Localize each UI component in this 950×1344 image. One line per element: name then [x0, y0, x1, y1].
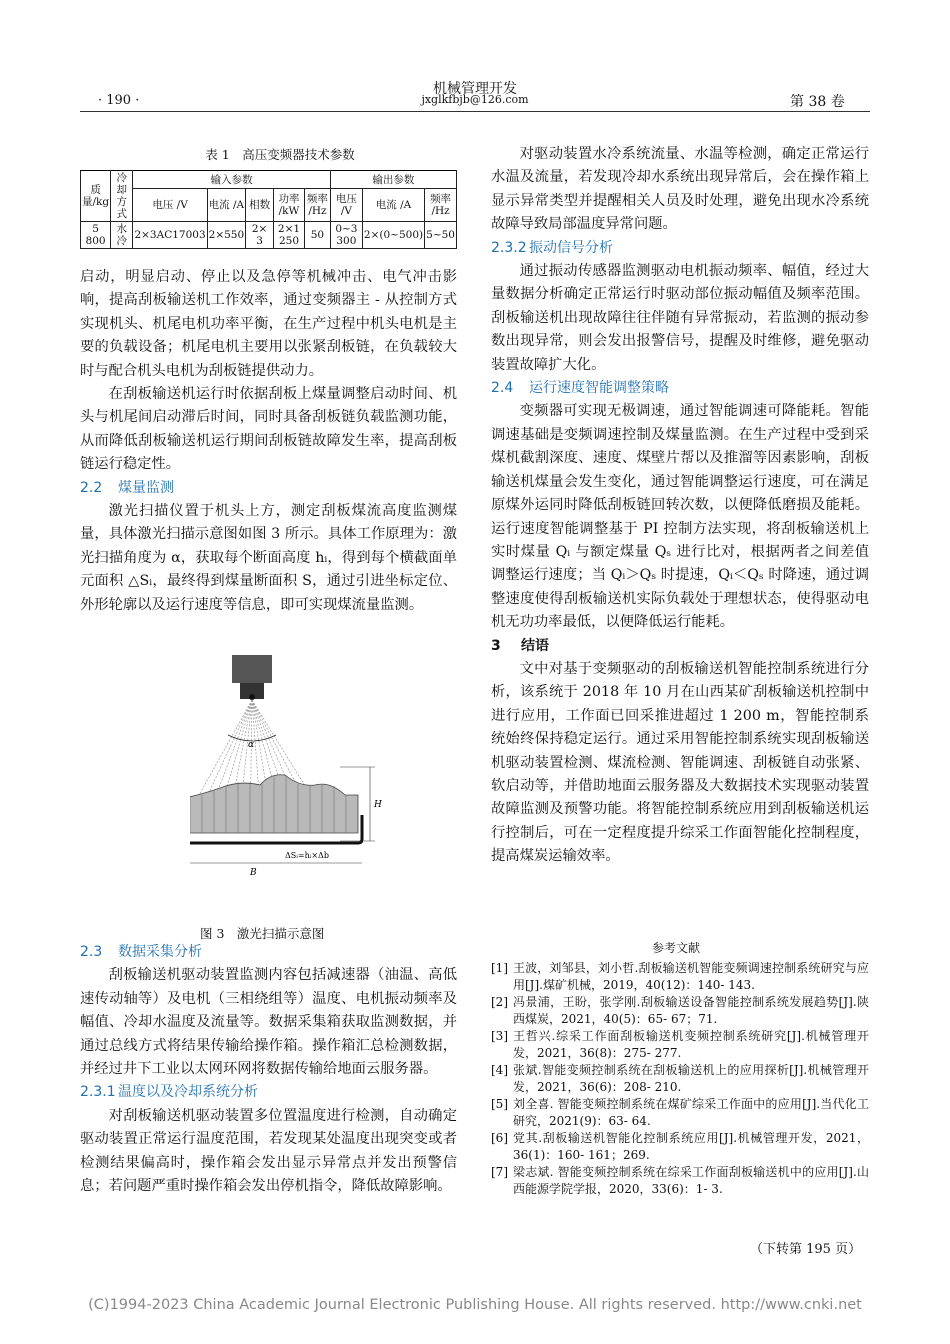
table-header-input: 输入参数 [133, 171, 330, 189]
scanner-lens [249, 694, 255, 700]
table-cell: 2×3AC17003 [133, 222, 207, 249]
reference-item [491, 1130, 869, 1164]
section-number: 2.2 [80, 479, 103, 496]
reference-text: 党其.刮板输送机智能化控制系统应用[J].机械管理开发，2021，36(1)：160- 161；269. [513, 1131, 869, 1162]
area-formula-label: ΔSᵢ=hᵢ×Δb [285, 851, 329, 860]
paragraph: 激光扫描仪置于机头上方，测定刮板煤流高度监测煤量，具体激光扫描示意图如图 3 所示。具体工作原理为：激光扫描角度为 α，获取每个断面高度 hᵢ，得到每个横截面单元面积 △Sᵢ，最终得到煤量断面积 S，通过引进坐标定位、外形轮廓以及运行速度等信息，即可实现煤流量监测。 [80, 503, 457, 613]
height-label: H [374, 800, 382, 810]
copyright-footer: (C)1994-2023 China Academic Journal Electronic Publishing House. All rights reserved. http://www.cnki.net [88, 1297, 862, 1313]
reference-item [491, 994, 869, 1028]
reference-text: 王波，刘邹县，刘小哲.刮板输送机智能变频调速控制系统研究与应用[J].煤矿机械，2019，40(12)：140- 143. [513, 961, 869, 992]
paragraph: 启动，明显启动、停止以及急停等机械冲击、电气冲击影响，提高刮板输送机工作效率，通过变频器主 - 从控制方式实现机头、机尾电机功率平衡，在生产过程中机头电机是主要的负载设备；机尾电机主要用以张紧刮板链，在负载较大时与配合机头电机为刮板链提供动力。 [80, 269, 457, 379]
section-title: 数据采集分析 [118, 944, 202, 960]
table-cell: 2×(0~500) [362, 222, 424, 249]
references-title: 参考文献 [652, 941, 701, 955]
reference-number: [6] [491, 1131, 508, 1145]
reference-text: 梁志斌. 智能变频控制系统在综采工作面刮板输送机中的应用[J].山西能源学院学报，2020，33(6)：1- 3. [513, 1165, 869, 1196]
section-heading-3 [491, 635, 869, 658]
reference-text: 刘全喜. 智能变频控制系统在煤矿综采工作面中的应用[J].当代化工研究，2021(9)：63- 64. [513, 1097, 869, 1128]
paragraph: 对驱动装置水冷系统流量、水温等检测，确定正常运行水温及流量，若发现冷却水系统出现异常后，会在操作箱上显示异常类型并提醒相关人员及时处理，避免出现水冷系统故障导致局部温度异常问题。 [491, 146, 869, 233]
reference-number: [2] [491, 995, 508, 1009]
continued-note: （下转第 195 页） [750, 1242, 862, 1257]
table-header-cooling: 冷却方式 [111, 171, 133, 222]
paragraph: 刮板输送机驱动装置监测内容包括减速器（油温、高低速传动轴等）及电机（三相绕组等）温度、电机振动频率及幅值、冷却水温度及流量等。数据采集箱获取监测数据，并通过总线方式将结果传输给操作箱。操作箱汇总检测数据，并经过井下工业以太网环网将数据传输给地面云服务器。 [80, 967, 457, 1078]
section-title: 振动信号分析 [529, 239, 613, 256]
table-caption: 表 1 高压变频器技术参数 [205, 147, 355, 162]
paragraph: 在刮板输送机运行时依据刮板上煤量调整启动时间、机头与机尾间启动滞后时间，同时具备刮板链负载监测功能，从而降低刮板输送机运行期间刮板链故障发生率，提高刮板链运行稳定性。 [80, 386, 457, 473]
paragraph: 通过振动传感器监测驱动电机振动频率、幅值，经过大量数据分析确定正常运行时驱动部位振动幅值及频率范围。刮板输送机出现故障往往伴随有异常振动，若监测的振动参数出现异常，则会发出报警信号，提醒及时维修，避免驱动装置故障扩大化。 [491, 263, 869, 373]
left-text-bottom [80, 941, 457, 1198]
section-title: 结语 [521, 637, 549, 654]
journal-email: jxglkfbjb@126.com [421, 93, 529, 106]
table-header-output: 输出参数 [330, 171, 456, 189]
table-subheader: 相数 [246, 189, 274, 222]
reference-text: 王哲兴.综采工作面刮板输送机变频控制系统研究[J].机械管理开发，2021，36(8)：275- 277. [513, 1029, 869, 1060]
reference-list [491, 960, 869, 1198]
right-text [491, 143, 869, 869]
volume-label: 第 38 卷 [790, 94, 845, 110]
section-title: 温度以及冷却系统分析 [118, 1084, 258, 1101]
table-cell: 50 [304, 222, 330, 249]
table-subheader: 频率 /Hz [304, 189, 330, 222]
paragraph: 文中对基于变频驱动的刮板输送机智能控制系统进行分析，该系统于 2018 年 10 月在山西某矿刮板输送机控制中进行应用，工作面已回采推进超过 1 200 m，智能控制系统始终保持稳定运行。通过采用智能控制系统实现刮板输送机驱动装置检测、煤流检测、智能调速、刮板链自动张紧、软启动等，并借助地面云服务器及大数据技术实现驱动装置故障监测及预警功能。将智能控制系统应用到刮板输送机运行控制后，可在一定程度提升综采工作面智能化控制程度，提高煤炭运输效率。 [491, 660, 869, 865]
table-subheader: 功率 /kW [274, 189, 305, 222]
reference-item [491, 1062, 869, 1096]
scanner-body [232, 655, 272, 683]
laser-scan-figure [190, 655, 420, 915]
table-subheader: 电流 /A [207, 189, 246, 222]
section-title: 运行速度智能调整策略 [529, 380, 669, 397]
width-label: B [250, 868, 257, 878]
reference-item [491, 1028, 869, 1062]
table-cell: 2×550 [207, 222, 246, 249]
section-number: 2.3.2 [491, 239, 527, 256]
figure-caption: 图 3 激光扫描示意图 [200, 926, 325, 941]
parameter-table [80, 170, 457, 249]
table-header-mass: 质量/kg [81, 171, 111, 222]
journal-title: 机械管理开发 [433, 81, 517, 97]
reference-number: [7] [491, 1165, 508, 1179]
section-title: 煤量监测 [118, 479, 174, 496]
reference-item [491, 1164, 869, 1198]
paragraph: 对刮板输送机驱动装置多位置温度进行检测，自动确定驱动装置正常运行温度范围，若发现某处温度出现突变或者检测结果偏高时，操作箱会发出显示异常点并发出预警信息；若问题严重时操作箱会发出停机指令，降低故障影响。 [80, 1107, 457, 1195]
header-rule [80, 111, 870, 112]
table-cell: 0~3 300 [330, 222, 362, 249]
reference-text: 冯景浦，王盼，张学刚.刮板输送设备智能控制系统发展趋势[J].陕西煤炭，2021，40(5)：65- 67；71. [513, 995, 869, 1026]
table-row [81, 222, 457, 249]
table-cell: 5 800 [81, 222, 111, 249]
reference-text: 张斌.智能变频控制系统在刮板输送机上的应用探析[J].机械管理开发，2021，36(6)：208- 210. [513, 1063, 869, 1094]
table-subheader: 电压 /V [330, 189, 362, 222]
table-cell: 2×1 250 [274, 222, 305, 249]
left-text-top [80, 266, 457, 617]
table-cell: 2× 3 [246, 222, 274, 249]
section-heading-2-3 [80, 941, 457, 964]
table-subheader: 电压 /V [133, 189, 207, 222]
reference-number: [1] [491, 961, 508, 975]
section-number: 2.3 [80, 944, 103, 960]
paragraph: 变频器可实现无极调速，通过智能调速可降能耗。智能调速基础是变频调速控制及煤量监测。在生产过程中受到采煤机截割深度、速度、煤壁片帮以及推溜等因素影响，刮板输送机煤量会发生变化，通过智能调整运行速度，可在满足原煤外运同时降低刮板链回转次数，以便降低磨损及能耗。运行速度智能调整基于 PI 控制方法实现，将刮板输送机上实时煤量 Qᵢ 与额定煤量 Qₛ 进行比对，根据两者之间差值调整运行速度；当 Qᵢ＞Qₛ 时提速，Qᵢ＜Qₛ 时降速，通过调整速度使得刮板输送机实际负载处于理想状态，使得驱动电机无功功率最低，以便降低运行能耗。 [491, 403, 869, 631]
page-number: · 190 · [98, 93, 140, 108]
reference-item [491, 1096, 869, 1130]
section-heading-2-2 [80, 477, 457, 500]
table-cell: 5~50 [425, 222, 457, 249]
section-heading-2-3-1 [80, 1081, 457, 1104]
section-heading-2-4 [491, 377, 869, 400]
angle-label: α [248, 740, 255, 750]
reference-number: [5] [491, 1097, 508, 1111]
section-number: 3 [491, 637, 501, 654]
reference-number: [3] [491, 1029, 508, 1043]
section-number: 2.3.1 [80, 1084, 116, 1101]
section-number: 2.4 [491, 380, 514, 397]
reference-number: [4] [491, 1063, 508, 1077]
table-subheader: 电流 /A [362, 189, 424, 222]
table-subheader: 频率 /Hz [425, 189, 457, 222]
section-heading-2-3-2 [491, 237, 869, 260]
reference-item [491, 960, 869, 994]
table-cell: 水冷 [111, 222, 133, 249]
